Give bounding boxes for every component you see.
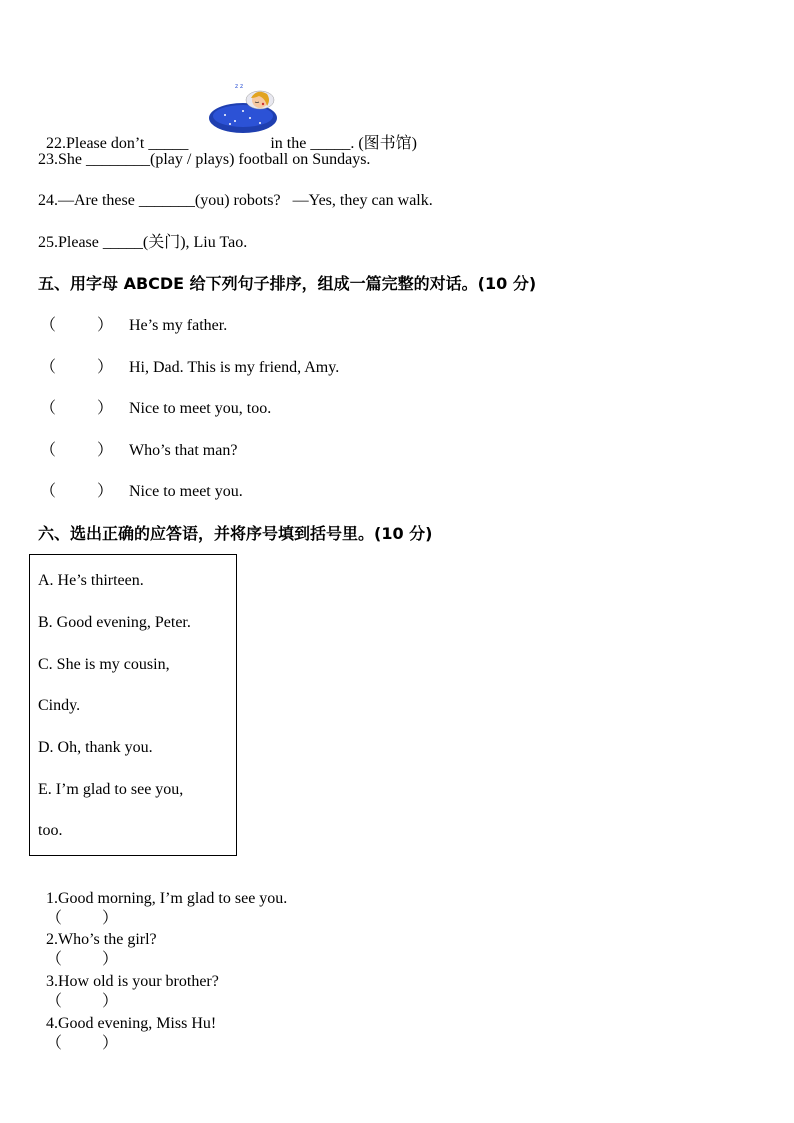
q22-after: in the _____. (图书馆) [266,135,418,152]
option-c-cont: Cindy. [38,697,81,714]
question-text: 1.Good morning, I’m glad to see you. [46,890,288,907]
answer-paren: （ ） [46,1035,119,1052]
close-paren: ） [97,442,114,459]
question-text: 4.Good evening, Miss Hu! [46,1015,217,1032]
question-25: 25.Please _____(关门), Liu Tao. [38,234,248,251]
item-text: Hi, Dad. This is my friend, Amy. [129,359,340,376]
svg-text:z z: z z [235,83,244,90]
close-paren: ） [97,483,114,500]
item-text: Who’s that man? [129,442,238,459]
q22-before: 22.Please don’t _____ [46,135,193,152]
option-a: A. He’s thirteen. [38,572,144,589]
item-text: Nice to meet you, too. [129,400,272,417]
answer-paren: （ ） [46,951,119,968]
option-b: B. Good evening, Peter. [38,614,191,631]
item-text: Nice to meet you. [129,483,243,500]
open-paren: （ [40,359,57,376]
open-paren: （ [40,442,57,459]
option-d: D. Oh, thank you. [38,739,153,756]
open-paren: （ [40,483,57,500]
close-paren: ） [97,359,114,376]
question-23: 23.She ________(play / plays) football on Sundays. [38,151,371,168]
close-paren: ） [97,400,114,417]
option-e-cont: too. [38,822,63,839]
open-paren: （ [40,400,57,417]
section-5-heading: 五、用字母 ABCDE 给下列句子排序，组成一篇完整的对话。(10 分) [38,274,537,293]
close-paren: ） [97,317,114,334]
option-c: C. She is my cousin, [38,656,170,673]
item-text: He’s my father. [129,317,228,334]
question-4 [38,994,216,1054]
open-paren: （ [40,317,57,334]
question-text: 2.Who’s the girl? [46,931,157,948]
answer-paren: （ ） [46,910,119,927]
option-e: E. I’m glad to see you, [38,781,184,798]
question-text: 3.How old is your brother? [46,973,219,990]
sleeping-child-illustration [205,80,279,136]
question-24: 24.—Are these _______(you) robots? —Yes, they can walk. [38,192,433,209]
section-6-heading: 六、选出正确的应答语，并将序号填到括号里。(10 分) [38,524,433,543]
answer-paren: （ ） [46,993,119,1010]
